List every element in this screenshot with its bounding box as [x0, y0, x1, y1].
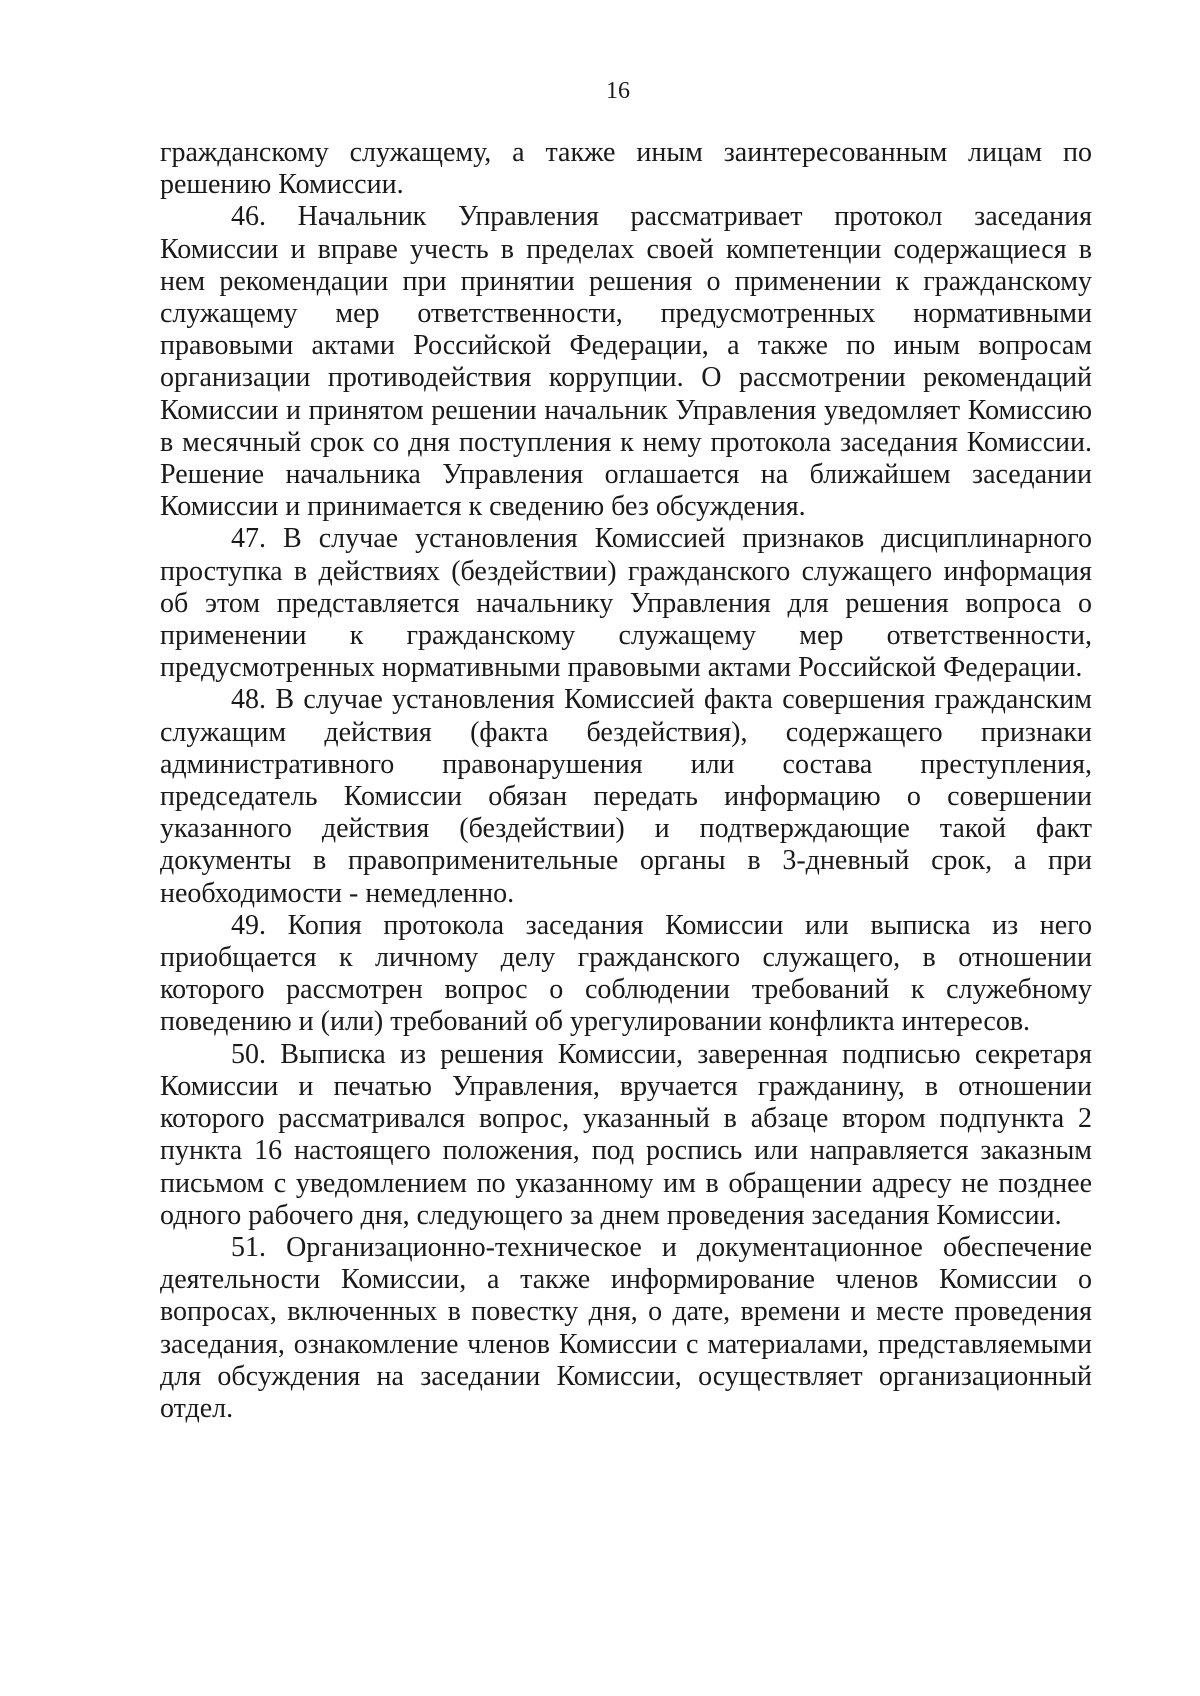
page-number: 16 [606, 78, 630, 104]
paragraph-50: 50. Выписка из решения Комиссии, заверенная подписью секретаря Комиссии и печатью Управления, вручается гражданину, в отношении которого рассматривался вопрос, указанный в абзаце втором подпункта 2 пункта 16 настоящего положения, под роспись или направляется заказным письмом с уведомлением по указанному им в обращении адресу не позднее одного рабочего дня, следующего за днем проведения заседания Комиссии. [160, 1038, 1092, 1231]
paragraph-49: 49. Копия протокола заседания Комиссии или выписка из него приобщается к личному делу гражданского служащего, в отношении которого рассмотрен вопрос о соблюдении требований к служебному поведению и (или) требований об урегулировании конфликта интересов. [160, 909, 1092, 1038]
paragraph-51: 51. Организационно-техническое и документационное обеспечение деятельности Комиссии, а также информирование членов Комиссии о вопросах, включенных в повестку дня, о дате, времени и месте проведения заседания, ознакомление членов Комиссии с материалами, представляемыми для обсуждения на заседании Комиссии, осуществляет организационный отдел. [160, 1231, 1092, 1424]
paragraph-46: 46. Начальник Управления рассматривает протокол заседания Комиссии и вправе учесть в пределах своей компетенции содержащиеся в нем рекомендации при принятии решения о применении к гражданскому служащему мер ответственности, предусмотренных нормативными правовыми актами Российской Федерации, а также по иным вопросам организации противодействия коррупции. О рассмотрении рекомендаций Комиссии и принятом решении начальник Управления уведомляет Комиссию в месячный срок со дня поступления к нему протокола заседания Комиссии. Решение начальника Управления оглашается на ближайшем заседании Комиссии и принимается к сведению без обсуждения. [160, 201, 1092, 523]
paragraph-47: 47. В случае установления Комиссией признаков дисциплинарного проступка в действиях (бездействии) гражданского служащего информация об этом представляется начальнику Управления для решения вопроса о применении к гражданскому служащему мер ответственности, предусмотренных нормативными правовыми актами Российской Федерации. [160, 523, 1092, 684]
document-body [160, 137, 1092, 1425]
paragraph-continuation: гражданскому служащему, а также иным заинтересованным лицам по решению Комиссии. [160, 137, 1092, 201]
paragraph-48: 48. В случае установления Комиссией факта совершения гражданским служащим действия (факта бездействия), содержащего признаки административного правонарушения или состава преступления, председатель Комиссии обязан передать информацию о совершении указанного действия (бездействии) и подтверждающие такой факт документы в правоприменительные органы в 3-дневный срок, а при необходимости - немедленно. [160, 684, 1092, 909]
